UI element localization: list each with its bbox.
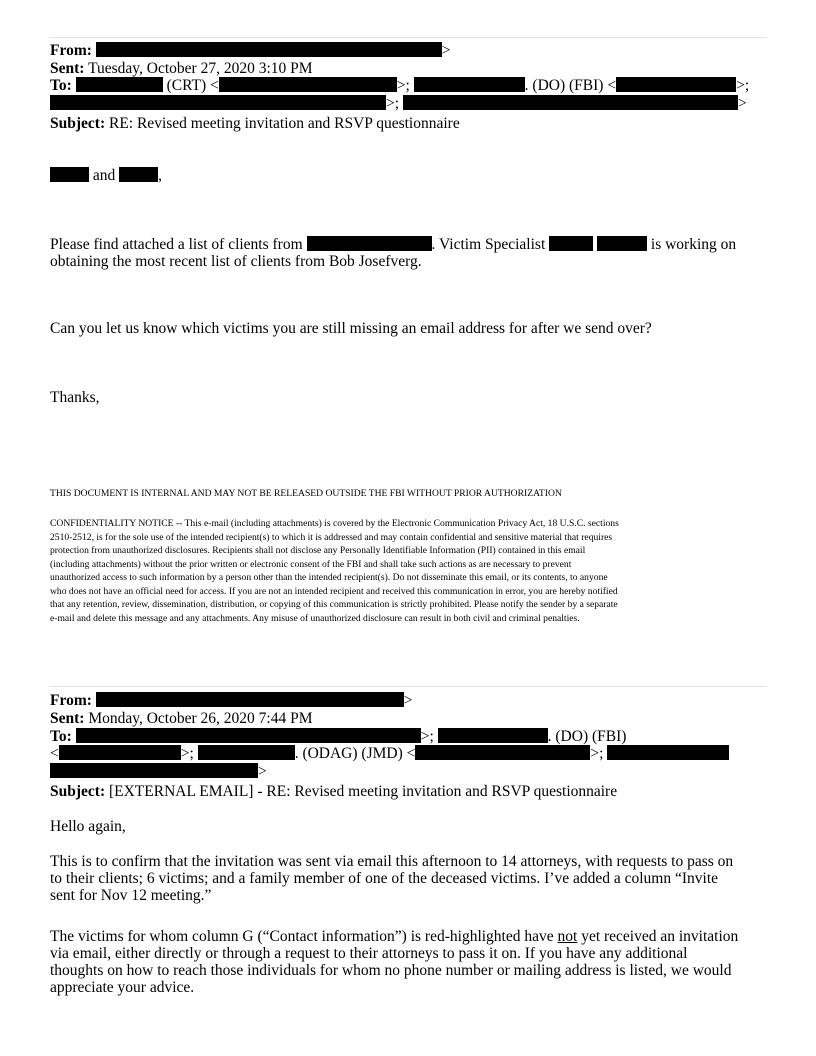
email2-to-line-3: > [50,763,267,780]
subject-label: Subject: [50,115,106,132]
redaction [414,77,525,92]
emphasis-not: not [557,928,578,945]
redaction [198,745,295,760]
sent-label: Sent: [50,60,85,77]
email1-sent-line [50,60,313,77]
email1-from-line: From: > [50,42,451,59]
email2-paragraph-2 [50,928,766,996]
paragraph-line: via email, either directly or through a request to their attorneys to pass it on. If you have any additional [50,945,688,962]
email1-signoff: Thanks, [50,389,100,406]
redaction [50,763,258,778]
redaction [616,77,736,92]
redaction [76,728,421,743]
confidentiality-line: 2510-2512, is for the sole use of the intended recipient(s) to which it is addressed and may contain confidential and sensitive material that requires [50,531,613,543]
email2-from-line: From: > [50,692,413,709]
email1-subject-line [50,115,460,132]
confidentiality-line: who does not have an official need for access. If you are not an intended recipient and received this communication in error, you are hereby notified [50,585,618,597]
confidentiality-line: CONFIDENTIALITY NOTICE -- This e-mail (including attachments) is covered by the Electronic Communication Privacy Act, 18 U.S.C. sections [50,518,619,529]
redaction [597,236,647,251]
email2-greeting: Hello again, [50,818,126,835]
confidentiality-line: unauthorized access to such information by a person other than the intended recipient(s). Do not disseminate this email, or its contents, to anyone [50,572,608,583]
paragraph-line: appreciate your advice. [50,979,195,996]
to-label: To: [50,77,72,94]
redaction [59,745,181,760]
paragraph-line: The victims for whom column G (“Contact information”) is red-highlighted have not yet received an invitation [50,928,739,945]
subject-value: RE: Revised meeting invitation and RSVP questionnaire [108,115,460,132]
confidentiality-line: protection from unauthorized disclosures. Recipients shall not disclose any Personally Identifiable Information (PII) contained in this email [50,545,586,556]
email2-subject-line [50,783,617,800]
email1-paragraph-1-line-1: Please find attached a list of clients from . Victim Specialist is working on [50,236,737,253]
email1-paragraph-2: Can you let us know which victims you are still missing an email address for after we send over? [50,320,652,337]
confidentiality-line: e-mail and delete this message and any attachments. Any misuse of unauthorized disclosure can result in both civil and criminal penalties. [50,612,580,624]
internal-notice: THIS DOCUMENT IS INTERNAL AND MAY NOT BE RELEASED OUTSIDE THE FBI WITHOUT PRIOR AUTHORIZATION [50,488,562,499]
subject-value: [EXTERNAL EMAIL] - RE: Revised meeting invitation and RSVP questionnaire [108,783,618,800]
confidentiality-notice [50,517,766,625]
redaction [119,167,158,182]
redaction [50,167,89,182]
confidentiality-line: (including attachments) without the prior written or electronic consent of the FBI and shall take such actions as are necessary to prevent [50,558,572,570]
redaction [96,692,404,707]
to-label: To: [50,728,72,745]
paragraph-line: sent for Nov 12 meeting.” [50,887,212,904]
paragraph-line: This is to confirm that the invitation was sent via email this afternoon to 14 attorneys, with requests to pass on [50,853,734,870]
from-label: From: [50,42,92,59]
paragraph-line: thoughts on how to reach those individuals for whom no phone number or mailing address is listed, we would [50,962,732,979]
email2-to-line: To: >; . (DO) (FBI) [50,728,627,745]
email2-paragraph-1 [50,853,766,904]
subject-label: Subject: [50,783,106,800]
sent-value: Tuesday, October 27, 2020 3:10 PM [88,60,313,77]
redaction [438,728,548,743]
confidentiality-line: that any retention, review, dissemination, distribution, or copying of this communication is strictly prohibited. Please notify the sender by a separate [50,599,618,610]
separator-rule-2 [50,686,766,687]
redaction [219,77,397,92]
email1-to-line-2: >; > [50,95,747,112]
redaction [50,95,386,110]
email1-greeting: and , [50,167,162,184]
sent-label: Sent: [50,710,85,727]
redaction [549,236,593,251]
paragraph-line: to their clients; 6 victims; and a family member of one of the deceased victims. I’ve added a column “Invite [50,870,718,887]
redaction [307,236,432,251]
email2-sent-line [50,710,313,727]
redaction [403,95,738,110]
email1-to-line: To: (CRT) < >; . (DO) (FBI) < >; [50,77,750,94]
sent-value: Monday, October 26, 2020 7:44 PM [88,710,313,727]
redaction [415,745,590,760]
redaction [607,745,729,760]
email2-to-line-2: < >; . (ODAG) (JMD) < >; [50,745,729,762]
redaction [76,77,163,92]
separator-rule-1 [50,37,766,38]
from-label: From: [50,692,92,709]
email1-paragraph-1-line-2: obtaining the most recent list of clients from Bob Josefverg. [50,253,422,270]
redaction [96,42,442,57]
